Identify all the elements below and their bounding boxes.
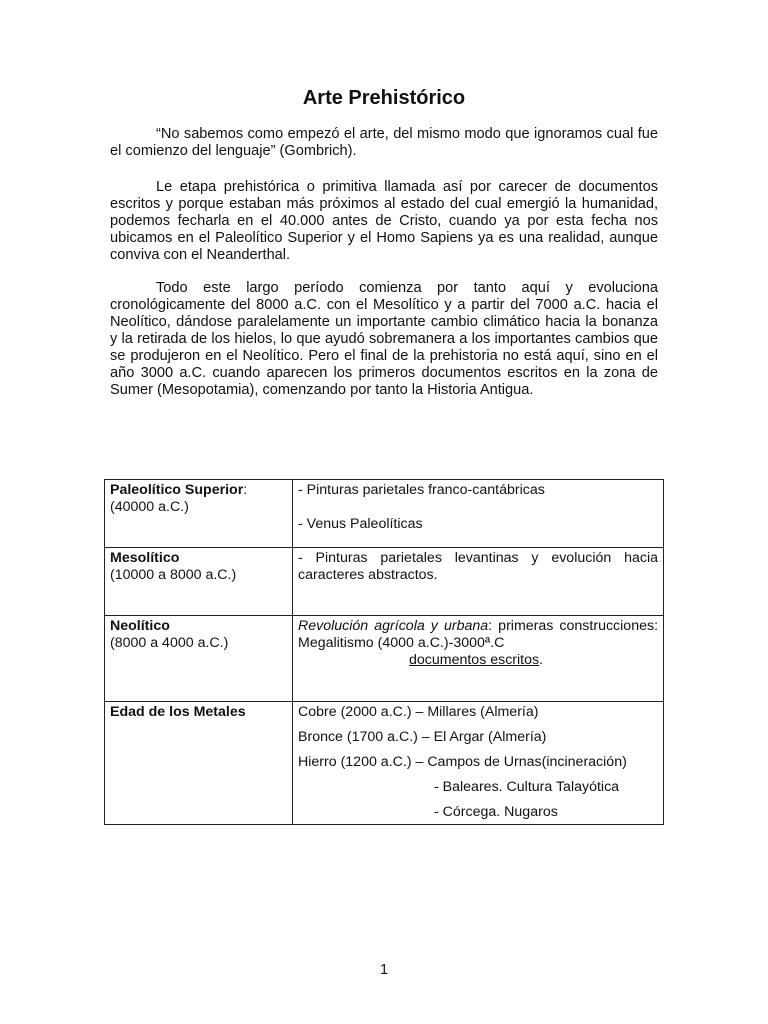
- intro-paragraph: [110, 179, 658, 264]
- intro-text: Le etapa prehistórica o primitiva llamada así por carecer de documentos escritos y porque estaban más próximos al estado del cual emergió la humanidad, podemos fecharla en el 40.000 antes de Cristo, cuando ya por esta fecha nos ubicamos en el Paleolítico Superior y el Homo Sapiens ya es una realidad, aunque conviva con el Neanderthal.: [110, 179, 658, 263]
- documents-link-text: documentos escritos: [409, 652, 540, 668]
- description-cell: [293, 616, 664, 702]
- art-description: - Pinturas parietales levantinas y evolución hacia caracteres abstractos.: [298, 550, 658, 583]
- history-text: Todo este largo período comienza por tanto aquí y evoluciona cronológicamente del 8000 a.C. con el Mesolítico y a partir del 7000 a.C. hacia el Neolítico, dándose paralelamente un importante cambio climático hacia la bonanza y la retirada de los hielos, lo que ayudó sobremanera a los importantes cambios que se produjeron en el Neolítico. Pero el final de la prehistoria no está aquí, sino en el año 3000 a.C. cuando aparecen los primeros documentos escritos en la zona de Sumer (Mesopotamia), comenzando por tanto la Historia Antigua.: [110, 280, 658, 398]
- table-row: [105, 702, 664, 825]
- period-name: Paleolítico Superior: [110, 482, 244, 498]
- table-row: [105, 548, 664, 616]
- period-name: Neolítico: [110, 618, 170, 634]
- quote-paragraph: [110, 126, 658, 160]
- page-number: 1: [379, 962, 389, 978]
- description-cell: [293, 480, 664, 548]
- art-item: - Pinturas parietales franco-cantábricas: [298, 482, 545, 498]
- table-row: [105, 616, 664, 702]
- period-dates: (40000 a.C.): [110, 499, 189, 515]
- metal-item: Hierro (1200 a.C.) – Campos de Urnas(incineración): [298, 754, 627, 770]
- periods-table: [104, 479, 664, 825]
- period-dates: (10000 a 8000 a.C.): [110, 567, 237, 583]
- revolution-colon: :: [488, 618, 493, 634]
- period-cell: [105, 480, 293, 548]
- period-name-suffix: :: [243, 482, 248, 498]
- period-cell: [105, 548, 293, 616]
- quote-text: “No sabemos como empezó el arte, del mismo modo que ignoramos cual fue el comienzo del lenguaje” (Gombrich).: [110, 126, 658, 159]
- revolution-text: Revolución agrícola y urbana: [298, 618, 489, 634]
- period-name: Mesolítico: [110, 550, 180, 566]
- table-row: [105, 480, 664, 548]
- period-name: Edad de los Metales: [110, 704, 246, 720]
- neolithic-text: primeras construcciones: Megalitismo (4000 a.C.)-3000ª.C: [298, 618, 659, 651]
- period-cell: [105, 702, 293, 825]
- period-cell: [105, 616, 293, 702]
- period-dates: (8000 a 4000 a.C.): [110, 635, 229, 651]
- document-title: Arte Prehistórico: [302, 87, 466, 109]
- description-cell: [293, 702, 664, 825]
- history-paragraph: [110, 280, 658, 399]
- documents-period: .: [539, 652, 544, 668]
- description-cell: [293, 548, 664, 616]
- art-item: - Venus Paleolíticas: [298, 516, 423, 532]
- metal-item: Bronce (1700 a.C.) – El Argar (Almería): [298, 729, 547, 745]
- metal-item: Cobre (2000 a.C.) – Millares (Almería): [298, 704, 539, 720]
- metal-item: - Baleares. Cultura Talayótica: [434, 779, 620, 795]
- metal-item: - Córcega. Nugaros: [434, 804, 558, 820]
